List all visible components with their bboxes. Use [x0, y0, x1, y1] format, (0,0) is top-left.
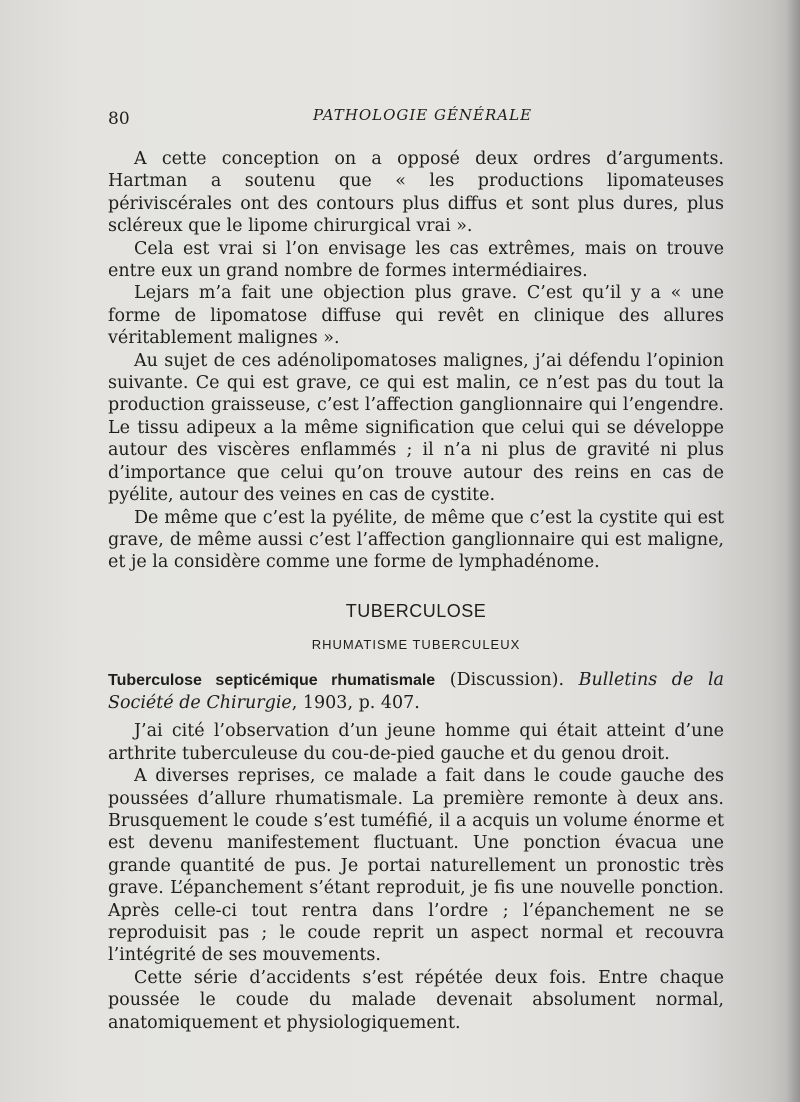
paragraph: Lejars m’a fait une objection plus grave. C’est qu’il y a « une forme de lipomatose diffuse qui revêt en clinique des allures véritablement malignes ».: [108, 283, 724, 349]
reference-note: (Discussion).: [435, 669, 579, 690]
paragraph: A cette conception on a opposé deux ordres d’arguments. Hartman a soutenu que « les productions lipomateuses périviscérales ont des contours plus diffus et sont plus dures, plus scléreux que le lipome chirurgical vrai ».: [108, 149, 724, 237]
section-title: TUBERCULOSE: [345, 600, 487, 621]
reference-title: Tuberculose septicémique rhumatismale: [108, 671, 436, 689]
paragraph: Cela est vrai si l’on envisage les cas extrêmes, mais on trouve entre eux un grand nombre de formes intermédiaires.: [108, 238, 724, 282]
page-header: [108, 104, 724, 128]
paragraph: Au sujet de ces adénolipomatoses malignes, j’ai défendu l’opinion suivante. Ce qui est grave, ce qui est malin, ce n’est pas du tout la production graisseuse, c’est l’affection ganglionnaire qui l’engendre. Le tissu adipeux a la même signification que celui qui se développe autour des viscères enflammés ; il n’a ni plus de gravité ni plus d’importance que celui qu’on trouve autour des reins en cas de pyélite, autour des veines en cas de cystite.: [108, 350, 724, 506]
paragraph: A diverses reprises, ce malade a fait dans le coude gauche des poussées d’allure rhumatismale. La première remonte à deux ans. Brusquement le coude s’est tuméfié, il a acquis un volume énorme et est devenu manifestement fluctuant. Une ponction évacua une grande quantité de pus. Je portai naturellement un pronostic très grave. L’épanchement s’étant reproduit, je fis une nouvelle ponction. Après celle-ci tout rentra dans l’ordre ; l’épanchement ne se reproduisit pas ; le coude reprit un aspect normal et recouvra l’intégrité de ses mouvements.: [108, 766, 724, 966]
page-edge-shadow: [786, 0, 800, 1102]
subsection-title: RHUMATISME TUBERCULEUX: [311, 637, 521, 653]
page-number: 80: [108, 109, 130, 129]
running-title: PATHOLOGIE GÉNÉRALE: [313, 106, 533, 124]
bibliographic-reference: [108, 669, 724, 715]
paragraph: J’ai cité l’observation d’un jeune homme qui était atteint d’une arthrite tuberculeuse du cou-de-pied gauche et du genou droit.: [108, 721, 724, 764]
paragraph: Cette série d’accidents s’est répétée deux fois. Entre chaque poussée le coude du malade devenait absolument normal, anatomiquement et physiologiquement.: [108, 967, 724, 1033]
paragraph: De même que c’est la pyélite, de même que c’est la cystite qui est grave, de même aussi c’est l’affection ganglionnaire qui est maligne, et je la considère comme une forme de lymphadénome.: [108, 507, 724, 573]
reference-details: , 1903, p. 407.: [291, 692, 420, 713]
reference-journal: Bulletins de la Société de Chirurgie: [108, 669, 724, 713]
page-text-block: [108, 104, 724, 1034]
